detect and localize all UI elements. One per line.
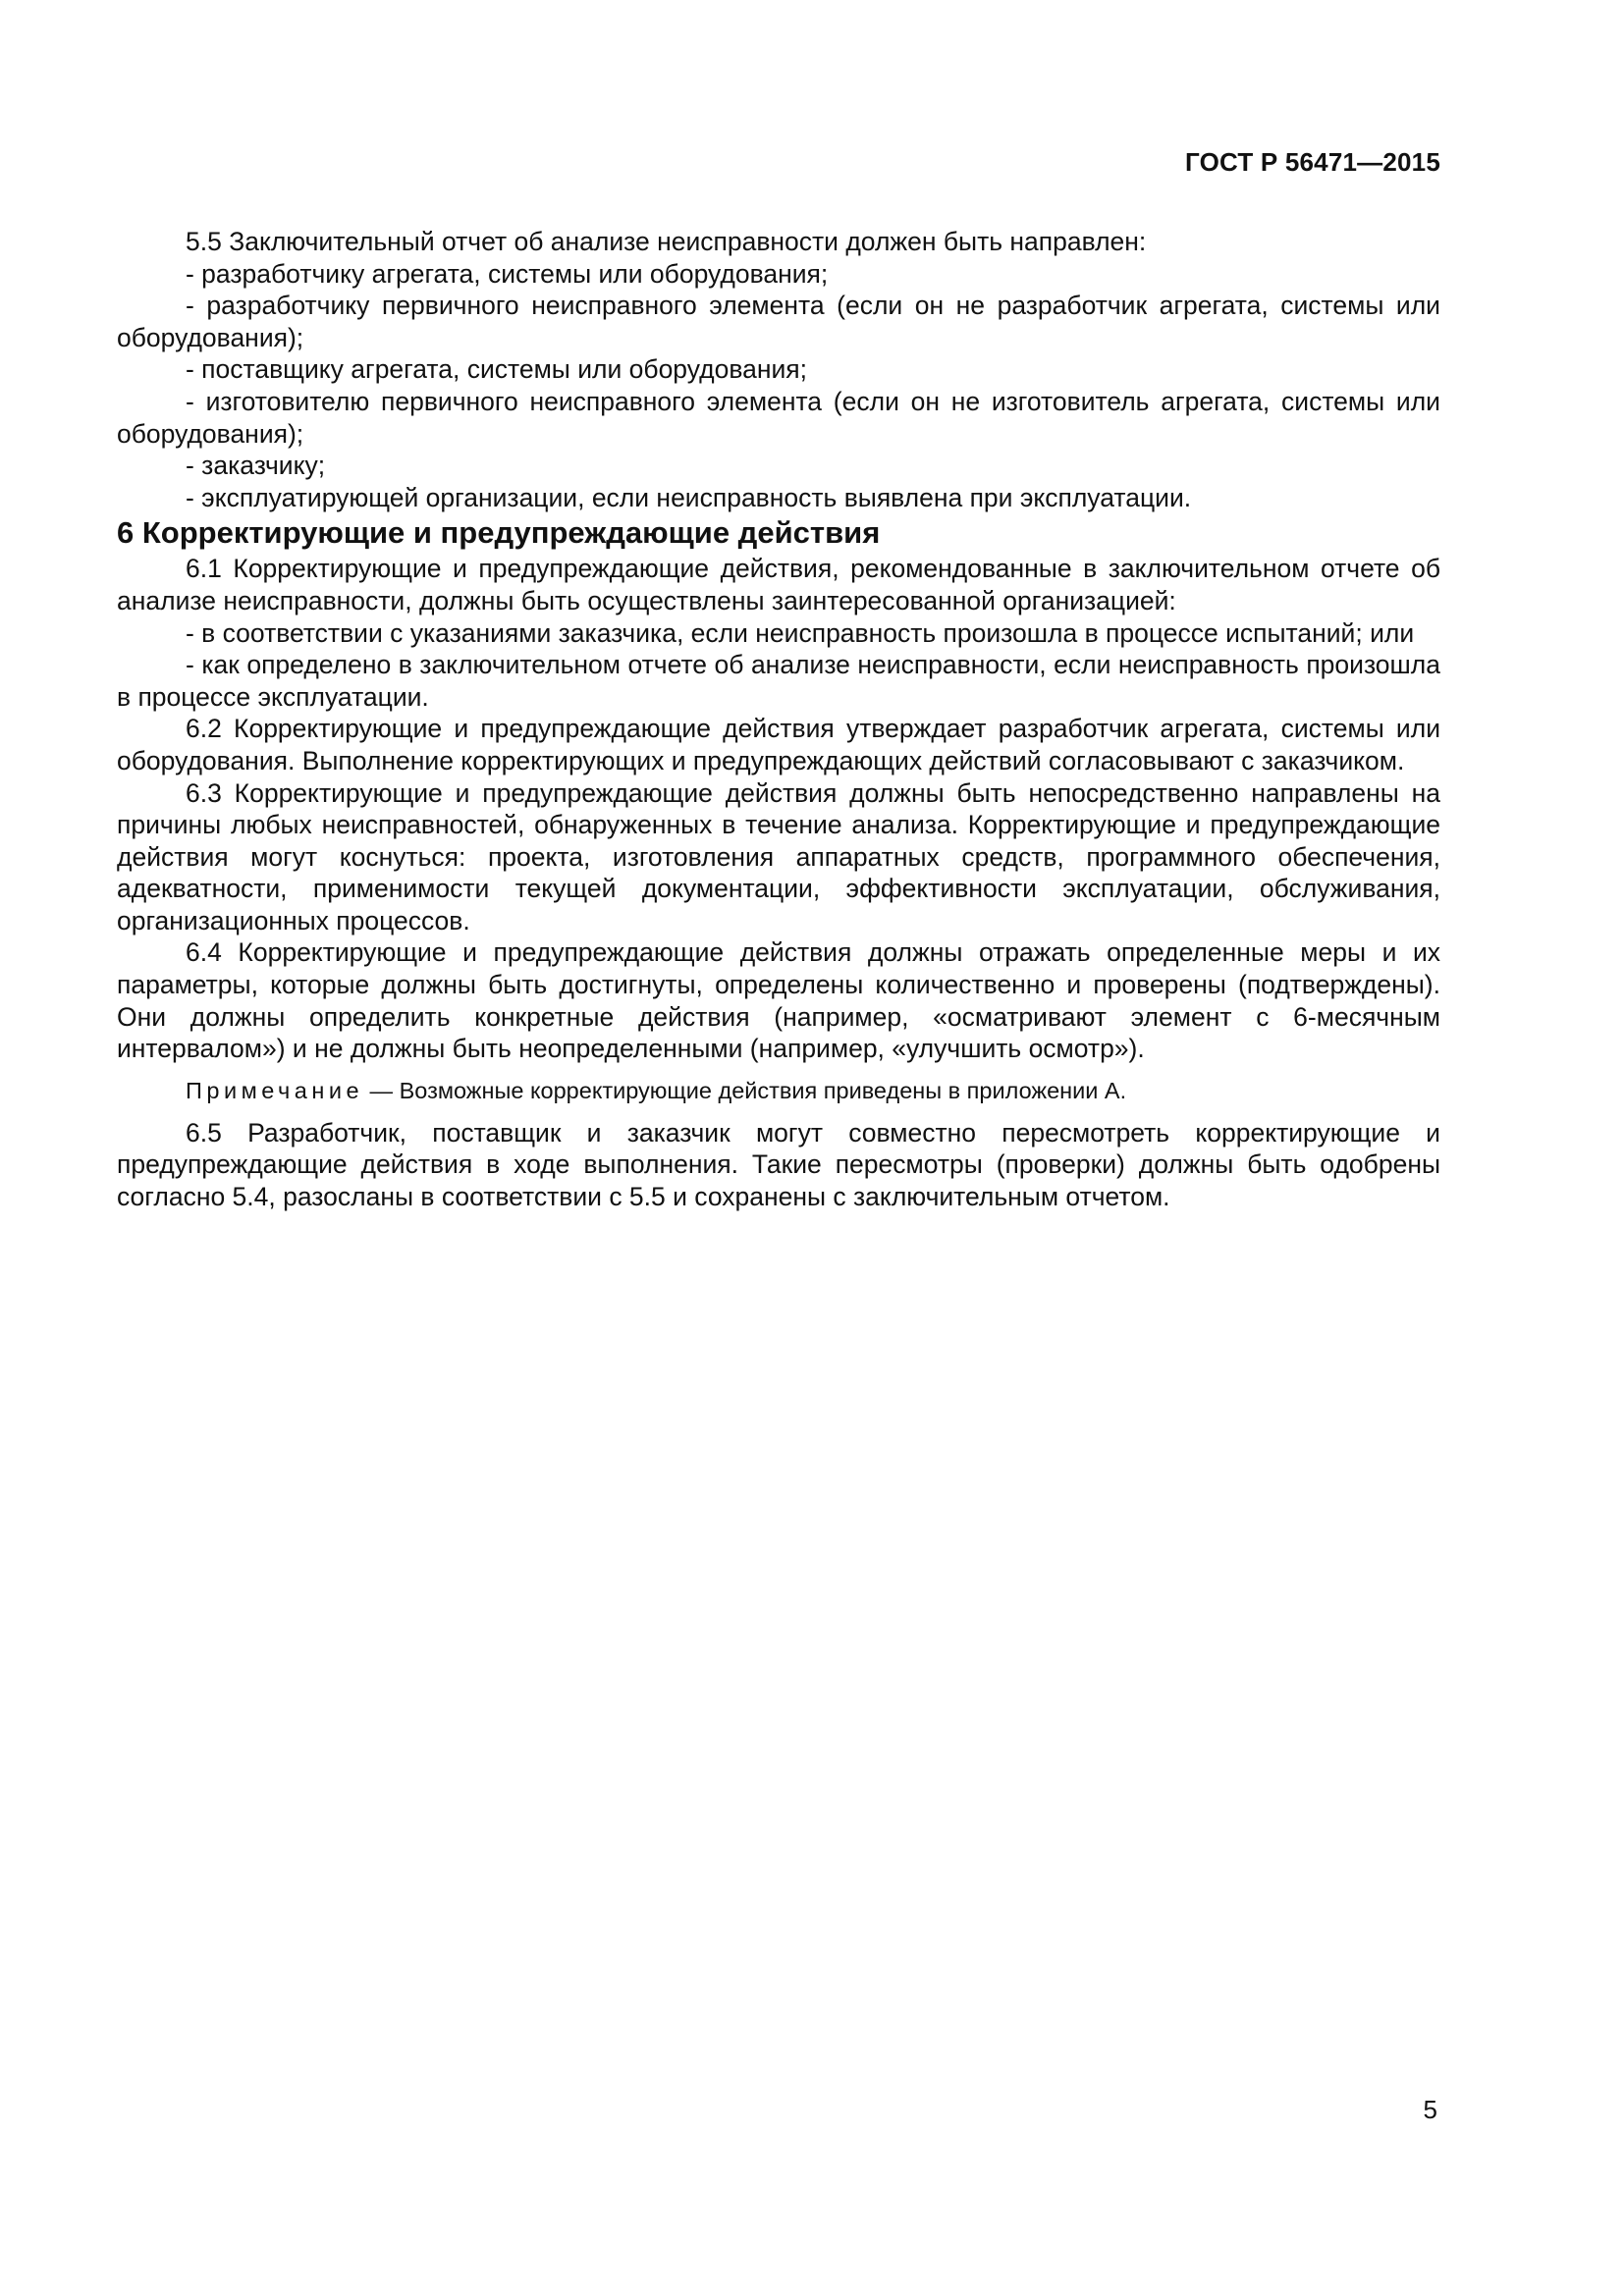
document-code: ГОСТ Р 56471—2015 (1185, 147, 1440, 177)
paragraph-6-5: 6.5 Разработчик, поставщик и заказчик могут совместно пересмотреть корректирующие и предупреждающие действия в ходе выполнения. Такие пересмотры (проверки) должны быть одобрены согласно 5.4, разосланы в соответствии с 5.5 и сохранены с заключительным отчетом. (117, 1117, 1440, 1212)
note (117, 1076, 1440, 1105)
note-label: Примечание (186, 1077, 364, 1103)
list-item: - поставщику агрегата, системы или оборудования; (186, 354, 807, 385)
list-item: - эксплуатирующей организации, если неисправность выявлена при эксплуатации. (186, 482, 1192, 512)
list-item: - изготовителю первичного неисправного элемента (если он не изготовитель агрегата, системы или оборудования); (117, 386, 1440, 449)
paragraph-6-1: 6.1 Корректирующие и предупреждающие действия, рекомендованные в заключительном отчете об анализе неисправности, должны быть осуществлены заинтересованной организацией: (117, 554, 1440, 615)
paragraph-5-5: 5.5 Заключительный отчет об анализе неисправности должен быть направлен: (186, 227, 1147, 256)
list-item: - разработчику агрегата, системы или оборудования; (186, 258, 829, 289)
paragraph-6-3: 6.3 Корректирующие и предупреждающие действия должны быть непосредственно направлены на причины любых неисправностей, обнаруженных в течение анализа. Корректирующие и предупреждающие действия могут коснуться: проекта, изготовления аппаратных средств, программного обеспечения, адекватности, применимости текущей документации, эффективности эксплуатации, обслуживания, организационных процессов. (117, 777, 1440, 935)
paragraph-6-2: 6.2 Корректирующие и предупреждающие действия утверждает разработчик агрегата, системы или оборудования. Выполнение корректирующих и предупреждающих действий согласовывают с заказчиком. (117, 714, 1440, 775)
paragraph-6-4: 6.4 Корректирующие и предупреждающие действия должны отражать определенные меры и их параметры, которые должны быть достигнуты, определены количественно и проверены (подтверждены). Они должны определить конкретные действия (например, «осматривают элемент с 6-месячным интервалом») и не должны быть неопределенными (например, «улучшить осмотр»). (117, 937, 1440, 1064)
list-item: - разработчику первичного неисправного элемента (если он не разработчик агрегата, системы или оборудования); (117, 291, 1440, 352)
list-item: - как определено в заключительном отчете об анализе неисправности, если неисправность произошла в процессе эксплуатации. (117, 650, 1440, 712)
page-content (117, 226, 1440, 1213)
page-number: 5 (1423, 2095, 1437, 2124)
list-item: - в соответствии с указаниями заказчика, если неисправность произошла в процессе испытаний; или (186, 617, 1415, 648)
section-heading: 6 Корректирующие и предупреждающие действия (117, 515, 881, 551)
note-text: — Возможные корректирующие действия приведены в приложении А. (363, 1077, 1127, 1103)
list-item: - заказчику; (186, 451, 326, 481)
